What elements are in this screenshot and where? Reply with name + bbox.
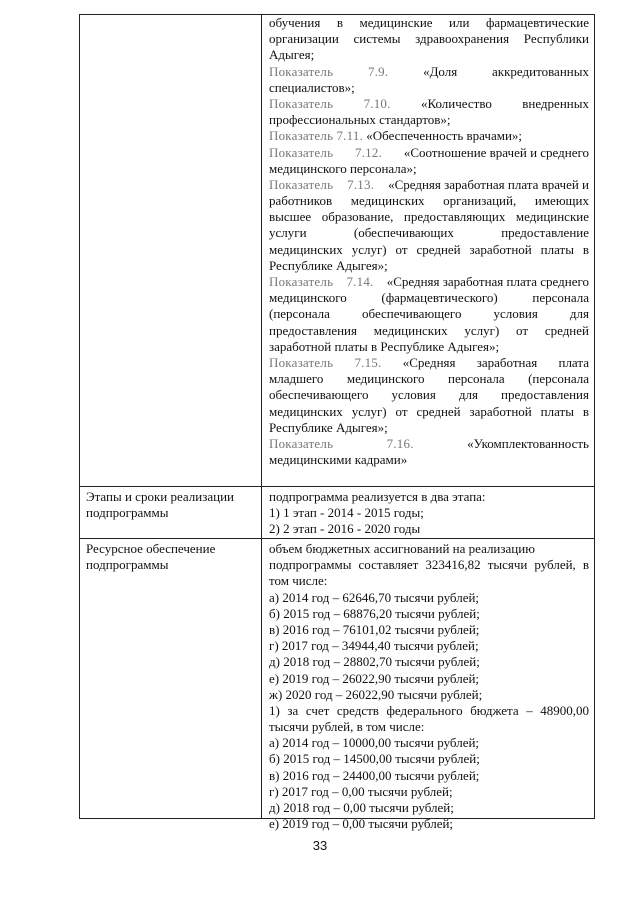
indicator-text: плата — [558, 354, 589, 370]
text-line: медицинского персонала»; — [269, 160, 417, 176]
row-divider — [80, 538, 594, 539]
text-line: специалистов»; — [269, 79, 355, 95]
year-line: е) 2019 год – 26022,90 тысячи рублей; — [269, 670, 480, 686]
indicator-label: Показатель — [269, 354, 334, 370]
indicator-7-15 — [269, 355, 589, 371]
text-line: услуги (обеспечивающих предоставление — [269, 225, 589, 241]
indicator-number: 7.16. — [386, 435, 414, 451]
indicator-text: «Соотношение врачей и среднего — [403, 144, 589, 160]
text-line: (персонала обеспечивающего условия для — [269, 306, 589, 322]
indicator-label: Показатель — [269, 95, 334, 111]
text-line: 1) за счет средств федерального бюджета – 48900,00 — [269, 702, 589, 718]
column-divider — [261, 15, 262, 818]
indicator-text: «Средняя — [402, 354, 456, 370]
indicator-text: «Доля — [423, 63, 458, 79]
text-line: обучения в медицинские или фармацевтические — [269, 15, 589, 30]
text-line: высшее образование, предоставляющих медицинские — [269, 209, 589, 225]
year-line: в) 2016 год – 76101,02 тысячи рублей; — [269, 621, 480, 637]
indicator-label: Показатель — [269, 63, 334, 79]
indicator-text: «Средняя заработная плата врачей и — [388, 176, 589, 192]
indicator-7-14 — [269, 274, 589, 290]
indicator-text: «Средняя заработная плата среднего — [386, 274, 589, 289]
indicator-label: Показатель — [269, 274, 334, 289]
year-line: г) 2017 год – 34944,40 тысячи рублей; — [269, 638, 479, 654]
indicator-7-9 — [269, 64, 589, 80]
text-line: медицинских услуг) от средней заработной платы в — [269, 403, 589, 419]
text-line: обеспечивающего условия для предоставления — [269, 387, 589, 403]
indicator-7-16 — [269, 436, 589, 452]
label-line: подпрограммы — [86, 557, 169, 573]
text-line: Республике Адыгея»; — [269, 419, 388, 435]
indicator-label: Показатель — [269, 128, 334, 144]
text-line: подпрограммы составляет 323416,82 тысячи рублей, в — [269, 557, 589, 573]
text-line: медицинских услуг) от средней заработной платы в — [269, 241, 589, 257]
text-line: профессиональных стандартов»; — [269, 112, 451, 128]
text-line: Республике Адыгея»; — [269, 257, 388, 273]
indicator-7-12 — [269, 145, 589, 161]
text-line: тысячи рублей, в том числе: — [269, 719, 425, 735]
indicator-text: «Обеспеченность врачами»; — [366, 128, 523, 144]
text-line: 2) 2 этап - 2016 - 2020 годы — [269, 521, 421, 537]
text-line: 1) 1 этап - 2014 - 2015 годы; — [269, 505, 424, 521]
text-line: организации системы здравоохранения Республики — [269, 31, 589, 47]
indicator-number: 7.13. — [347, 176, 375, 192]
indicator-number: 7.11. — [336, 128, 363, 144]
indicator-text: заработная — [476, 354, 538, 370]
indicator-text: внедренных — [522, 95, 589, 111]
label-line: Этапы и сроки реализации — [86, 489, 234, 504]
text-line: медицинского (фармацевтического) персонала — [269, 290, 589, 306]
year-line: д) 2018 год – 28802,70 тысячи рублей; — [269, 654, 480, 670]
text-line: младшего медицинского персонала (персонала — [269, 371, 589, 387]
resources-label — [86, 541, 258, 573]
indicator-number: 7.15. — [354, 354, 382, 370]
indicator-text: «Количество — [420, 95, 492, 111]
indicator-number: 7.9. — [367, 63, 389, 79]
indicator-number: 7.10. — [363, 95, 391, 111]
label-line: подпрограммы — [86, 505, 169, 521]
year-line: б) 2015 год – 14500,00 тысячи рублей; — [269, 751, 480, 767]
indicator-number: 7.12. — [355, 144, 383, 160]
year-line: е) 2019 год – 0,00 тысячи рублей; — [269, 816, 454, 832]
year-line: а) 2014 год – 10000,00 тысячи рублей; — [269, 735, 480, 751]
indicator-text: «Укомплектованность — [467, 435, 589, 451]
indicator-label: Показатель — [269, 176, 334, 192]
text-line: Адыгея; — [269, 47, 315, 63]
indicator-text: аккредитованных — [492, 63, 589, 79]
indicator-7-10 — [269, 96, 589, 112]
label-line: Ресурсное обеспечение — [86, 541, 216, 556]
resources-cell — [269, 541, 589, 832]
text-line: работников медицинских организаций, имеющих — [269, 193, 589, 209]
indicator-number: 7.14. — [346, 274, 374, 289]
year-line: в) 2016 год – 24400,00 тысячи рублей; — [269, 767, 480, 783]
indicator-label: Показатель — [269, 144, 334, 160]
row-divider — [80, 486, 594, 487]
year-line: д) 2018 год – 0,00 тысячи рублей; — [269, 800, 454, 815]
indicator-7-13 — [269, 177, 589, 193]
year-line: г) 2017 год – 0,00 тысячи рублей; — [269, 783, 453, 799]
text-line: подпрограмма реализуется в два этапа: — [269, 489, 486, 504]
stages-label — [86, 489, 258, 521]
document-table — [79, 14, 595, 832]
indicators-cell — [269, 15, 589, 468]
stages-cell — [269, 489, 589, 538]
text-line: медицинскими кадрами» — [269, 452, 408, 468]
text-line: объем бюджетных ассигнований на реализацию — [269, 541, 535, 556]
text-line: предоставления медицинских услуг) от средней — [269, 322, 589, 338]
text-line: том числе: — [269, 573, 328, 589]
indicator-7-11 — [269, 128, 589, 144]
indicator-label: Показатель — [269, 435, 334, 451]
page-number: 33 — [312, 838, 328, 853]
text-line: заработной платы в Республике Адыгея»; — [269, 338, 500, 354]
year-line: ж) 2020 год – 26022,90 тысячи рублей; — [269, 686, 483, 702]
year-line: а) 2014 год – 62646,70 тысячи рублей; — [269, 589, 480, 605]
year-line: б) 2015 год – 68876,20 тысячи рублей; — [269, 605, 480, 621]
